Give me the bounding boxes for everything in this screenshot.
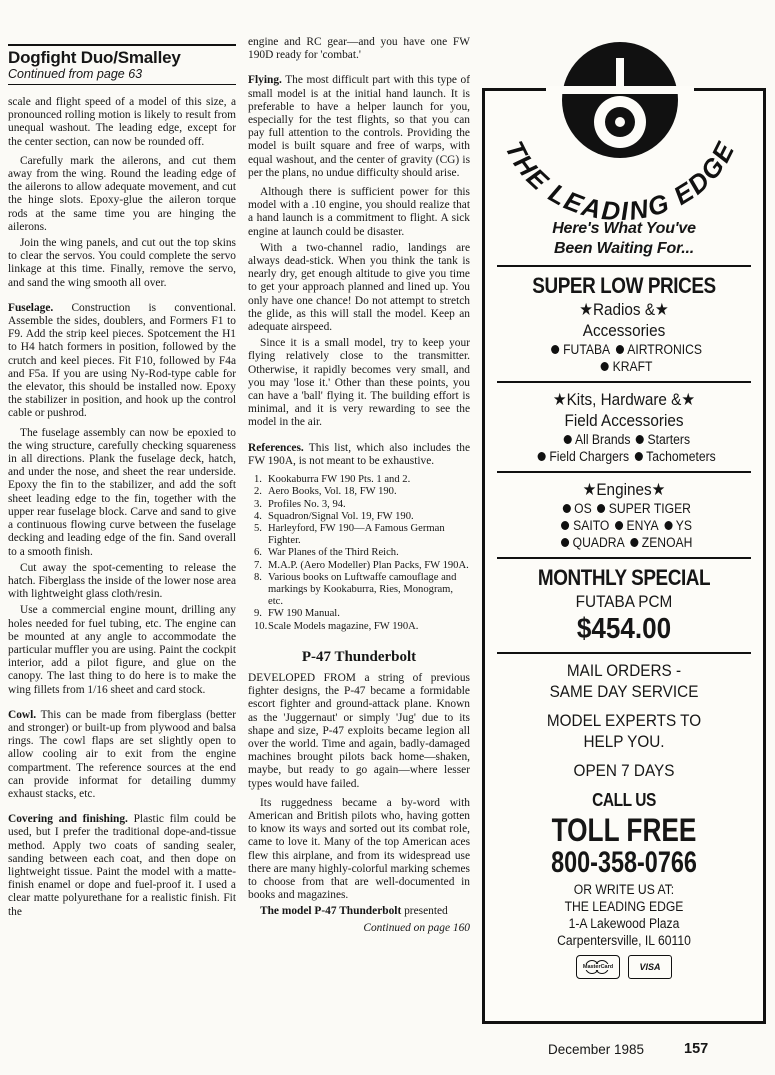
bullet-icon [601,362,609,371]
continued-on: Continued on page 160 [363,921,470,934]
bullet-icon [551,345,559,354]
bullet-icon [636,435,644,444]
engine-brands-2: SAITO ENYA YS [499,517,749,534]
kit-items-2: Field Chargers Tachometers [499,448,749,465]
page-number: 157 [684,1041,709,1057]
address-line-1: 1-A Lakewood Plaza [568,916,680,931]
engine-brands-3: QUADRA ZENOAH [499,534,749,551]
section-body: Construction is conventional. Assemble the sides, doublers, and Formers F1 to F9. Add the strip keel pieces. Spotcement the H1 to H4 hatch formers in position, followed by the crutch and keel pieces. Fit F10, followed by F4a and F5a. If you are using Ny-Rod-type cable for the elevator, this should be installed now. Epoxy the stabilizer in position, and hook up the control cable or pushrod. [8,301,236,420]
article-title: Dogfight Duo/Smalley [8,48,181,67]
call-us: CALL US [592,790,656,810]
paragraph-references [248,442,470,468]
futaba-pcm: FUTABA PCM [575,592,673,611]
special-price: $454.00 [576,613,672,645]
model-experts: MODEL EXPERTS TO [546,711,702,730]
phone-number: 800-358-0766 [551,846,697,879]
section-title-p47: P-47 Thunderbolt [301,648,417,665]
ad-tagline-1: Here's What You've [552,220,696,237]
paragraph: DEVELOPED FROM a string of previous fighter designs, the P-47 became a formidable escort fighter and ground-attack plane. Known as the 'Juggernaut' or simply 'Jug' due to its shape and size, P-47 exploits became legion all over the world. Time and again, badly-damaged machines brought pilots back home—shaken, maybe, but ready to go again—where lesser types would have failed. [248,671,470,790]
paragraph: Use a commercial engine mount, drilling any holes needed for fuel tubing, etc. The engine can be mounted at any angle to accommodate the particular muffler you are using. Paint the cockpit interior, add a pilot figure, and glue on the canopy. The last thing to do here is to make the wing fillets from 1/16 sheet and card stock. [8,604,236,696]
bullet-icon [563,435,571,444]
paragraph: Carefully mark the ailerons, and cut them away from the wing. Round the leading edge of the ailerons to allow adequate movement, and cut the hinge slots. Epoxy-glue the aileron torque rods at the same time you are hinging the ailerons. [8,154,236,233]
reference-item: 5. Harleyford, FW 190—A Famous German Fighter. [254,522,445,547]
paragraph: The fuselage assembly can now be epoxied to the wing structure, carefully checking squareness in all directions. Plank the fuselage deck, hatch, and under the nose, and sheet the rear underside. Epoxy the fin to the stabilizer, and add the soft sheet leading edge to the fin, together with the upper rear fuselage block. Carve and sand to give a continuous flowing curve between the fuselage decking and leading edge of the fin. Sand overall to a smooth finish. [8,426,236,558]
paragraph-fuselage [8,302,236,421]
column-left [8,96,236,1036]
star-icon: ★ [582,480,597,499]
paragraph: Its ruggedness became a by-word with American and British pilots who, having gotten to know its ways and sorted out its combat role, came to love it. Many of the top American aces flew this airplane, and from its widespread use there are many highly-colorful marking schemes to choose from that are well-documented in books and magazines. [248,796,470,902]
section-body: This list, which also includes the FW 190A, is not meant to be exhaustive. [248,441,470,467]
reference-item: 6. War Planes of the Third Reich. [254,547,399,559]
same-day-service: SAME DAY SERVICE [549,682,699,701]
company-name: THE LEADING EDGE [564,899,684,914]
bullet-icon [615,521,623,530]
radio-brands-2: KRAFT [499,358,749,375]
column-middle [248,36,470,1040]
reference-item: 3. Profiles No. 3, 94. [254,498,346,510]
paragraph: Join the wing panels, and cut out the top skins to clear the servos. You could complete the servo linkage at this time. Finally, remove the servo, and sand the wing smooth all over. [8,237,236,289]
section-head: Flying. [248,74,282,87]
monthly-special: MONTHLY SPECIAL [537,565,711,590]
address-line-2: Carpentersville, IL 60110 [557,933,691,948]
logo-fin [616,58,624,94]
mail-orders: MAIL ORDERS - [566,661,682,680]
divider [497,471,751,473]
radios-heading: ★Radios &★ [579,300,669,319]
open-7-days: OPEN 7 DAYS [573,761,675,780]
bullet-icon [616,345,624,354]
section-head: Cowl. [8,708,37,721]
divider [497,381,751,383]
reference-item: 9. FW 190 Manual. [254,608,340,620]
star-icon: ★ [681,390,696,409]
logo-spinner [615,117,625,127]
paragraph-p47-model: The model P-47 Thunderbolt presented [260,905,448,918]
paragraph-covering [8,813,236,919]
star-icon: ★ [655,300,669,319]
section-body: The most difficult part with this type of small model is at the initial hand launch. It is preferable to have a helper launch for you, especially for the test flights, so that you can pay full attention to the controls. Providing the model is built square and free of warps, with equal washout, and the center of gravity (CG) is per the plans, no undue difficulty should arise. [248,74,470,179]
bullet-icon [561,538,569,547]
star-icon: ★ [579,300,593,319]
super-low-prices: SUPER LOW PRICES [532,273,716,298]
section-body: Plastic film could be used, but I prefer the traditional dope-and-tissue method. Apply two coats of sanding sealer, sanding between each coat, and then dope on lightweight tissue. Paint the model with a matte-finish enamel or dope and fuel-proof it. I used a clear matte polyurethane for a realistic finish. Fit the [8,813,236,918]
bullet-icon [634,452,642,461]
radios-heading-2: Accessories [582,321,666,340]
reference-list [254,474,470,633]
mastercard-icon: MasterCard [576,955,620,979]
kit-items: All Brands Starters [499,431,749,448]
bullet-icon [561,521,569,530]
paragraph: scale and flight speed of a model of this size, a pronounced rolling motion is likely to result from unequal washout. The leading edge, except for the center section, can now be rounded off. [8,96,236,148]
paragraph: With a two-channel radio, landings are always dead-stick. When you think the tank is nearly dry, get enough altitude to give you time to get your approach planned and lined up. You only have one chance! Do not attempt to stretch the glide, as this will stall the model. Keep an adequate airspeed. [248,241,470,334]
paragraph: Since it is a small model, try to keep your flying relatively close to the transmitter. Otherwise, it rapidly becomes very small, and you may 'lose it.' Other than these points, you can have a 'ball' flying it. The building effort is minimal, and it is very rewarding to see the model in the air. [248,337,470,429]
write-us: OR WRITE US AT: [573,882,675,897]
star-icon: ★ [651,480,666,499]
section-head: Fuselage. [8,301,54,314]
divider [497,557,751,559]
toll-free: TOLL FREE [551,812,697,848]
leading-edge-logo [470,38,770,238]
reference-item: 8. Various books on Luftwaffe camouflage and markings by Kookaburra, Ries, Monogram, etc. [254,571,457,608]
section-head: References. [248,441,304,454]
paragraph-cowl [8,709,236,801]
radio-brands: FUTABA AIRTRONICS [499,341,749,358]
payment-cards [485,955,763,979]
logo-text: THE LEADING EDGE [499,136,741,227]
paragraph: Cut away the spot-cementing to release the hatch. Fiberglass the inside of the lower nose area with lightweight glass cloth/resin. [8,561,236,601]
paragraph: engine and RC gear—and you have one FW 190D ready for 'combat.' [248,36,470,62]
kits-heading-2: Field Accessories [564,411,684,430]
bullet-icon [630,538,638,547]
ad-tagline-2: Been Waiting For... [554,240,694,257]
divider [497,265,751,267]
kits-heading: ★Kits, Hardware &★ [552,390,696,409]
issue-date: December 1985 [548,1042,645,1057]
star-icon: ★ [552,390,567,409]
help-you: HELP YOU. [583,732,665,751]
section-head: Covering and finishing. [8,813,128,826]
bullet-icon [538,452,546,461]
bullet-icon [597,504,605,513]
continued-from: Continued from page 63 [8,67,236,85]
reference-item: 1. Kookaburra FW 190 Pts. 1 and 2. [254,474,411,486]
divider [497,652,751,654]
section-body: This can be made from fiberglass (better and stronger) or built-up from plywood and balsa rings. The cowl flaps are set slightly open to allow cooling air to exit from the engine compartment. The reference sources at the end can provide informat for detailing dummy exhaust stacks, etc. [8,708,236,800]
ad-content [485,219,763,979]
engine-brands-1: OS SUPER TIGER [499,500,749,517]
engines-heading: ★Engines★ [582,480,666,499]
paragraph-flying [248,74,470,180]
reference-item: 7. M.A.P. (Aero Modeller) Plan Packs, FW 190A. [254,559,469,571]
visa-icon: VISA [628,955,672,979]
reference-item: 2. Aero Books, Vol. 18, FW 190. [254,486,397,498]
bullet-icon [664,521,672,530]
reference-item: 10. Scale Models magazine, FW 190A. [254,620,419,632]
paragraph: Although there is sufficient power for this model with a .10 engine, you should realize that a hand launch is a commitment to flight. A sick engine at launch could be disaster. [248,186,470,238]
article-header [8,44,236,85]
reference-item: 4. Squadron/Signal Vol. 19, FW 190. [254,510,414,522]
bullet-icon [562,504,570,513]
